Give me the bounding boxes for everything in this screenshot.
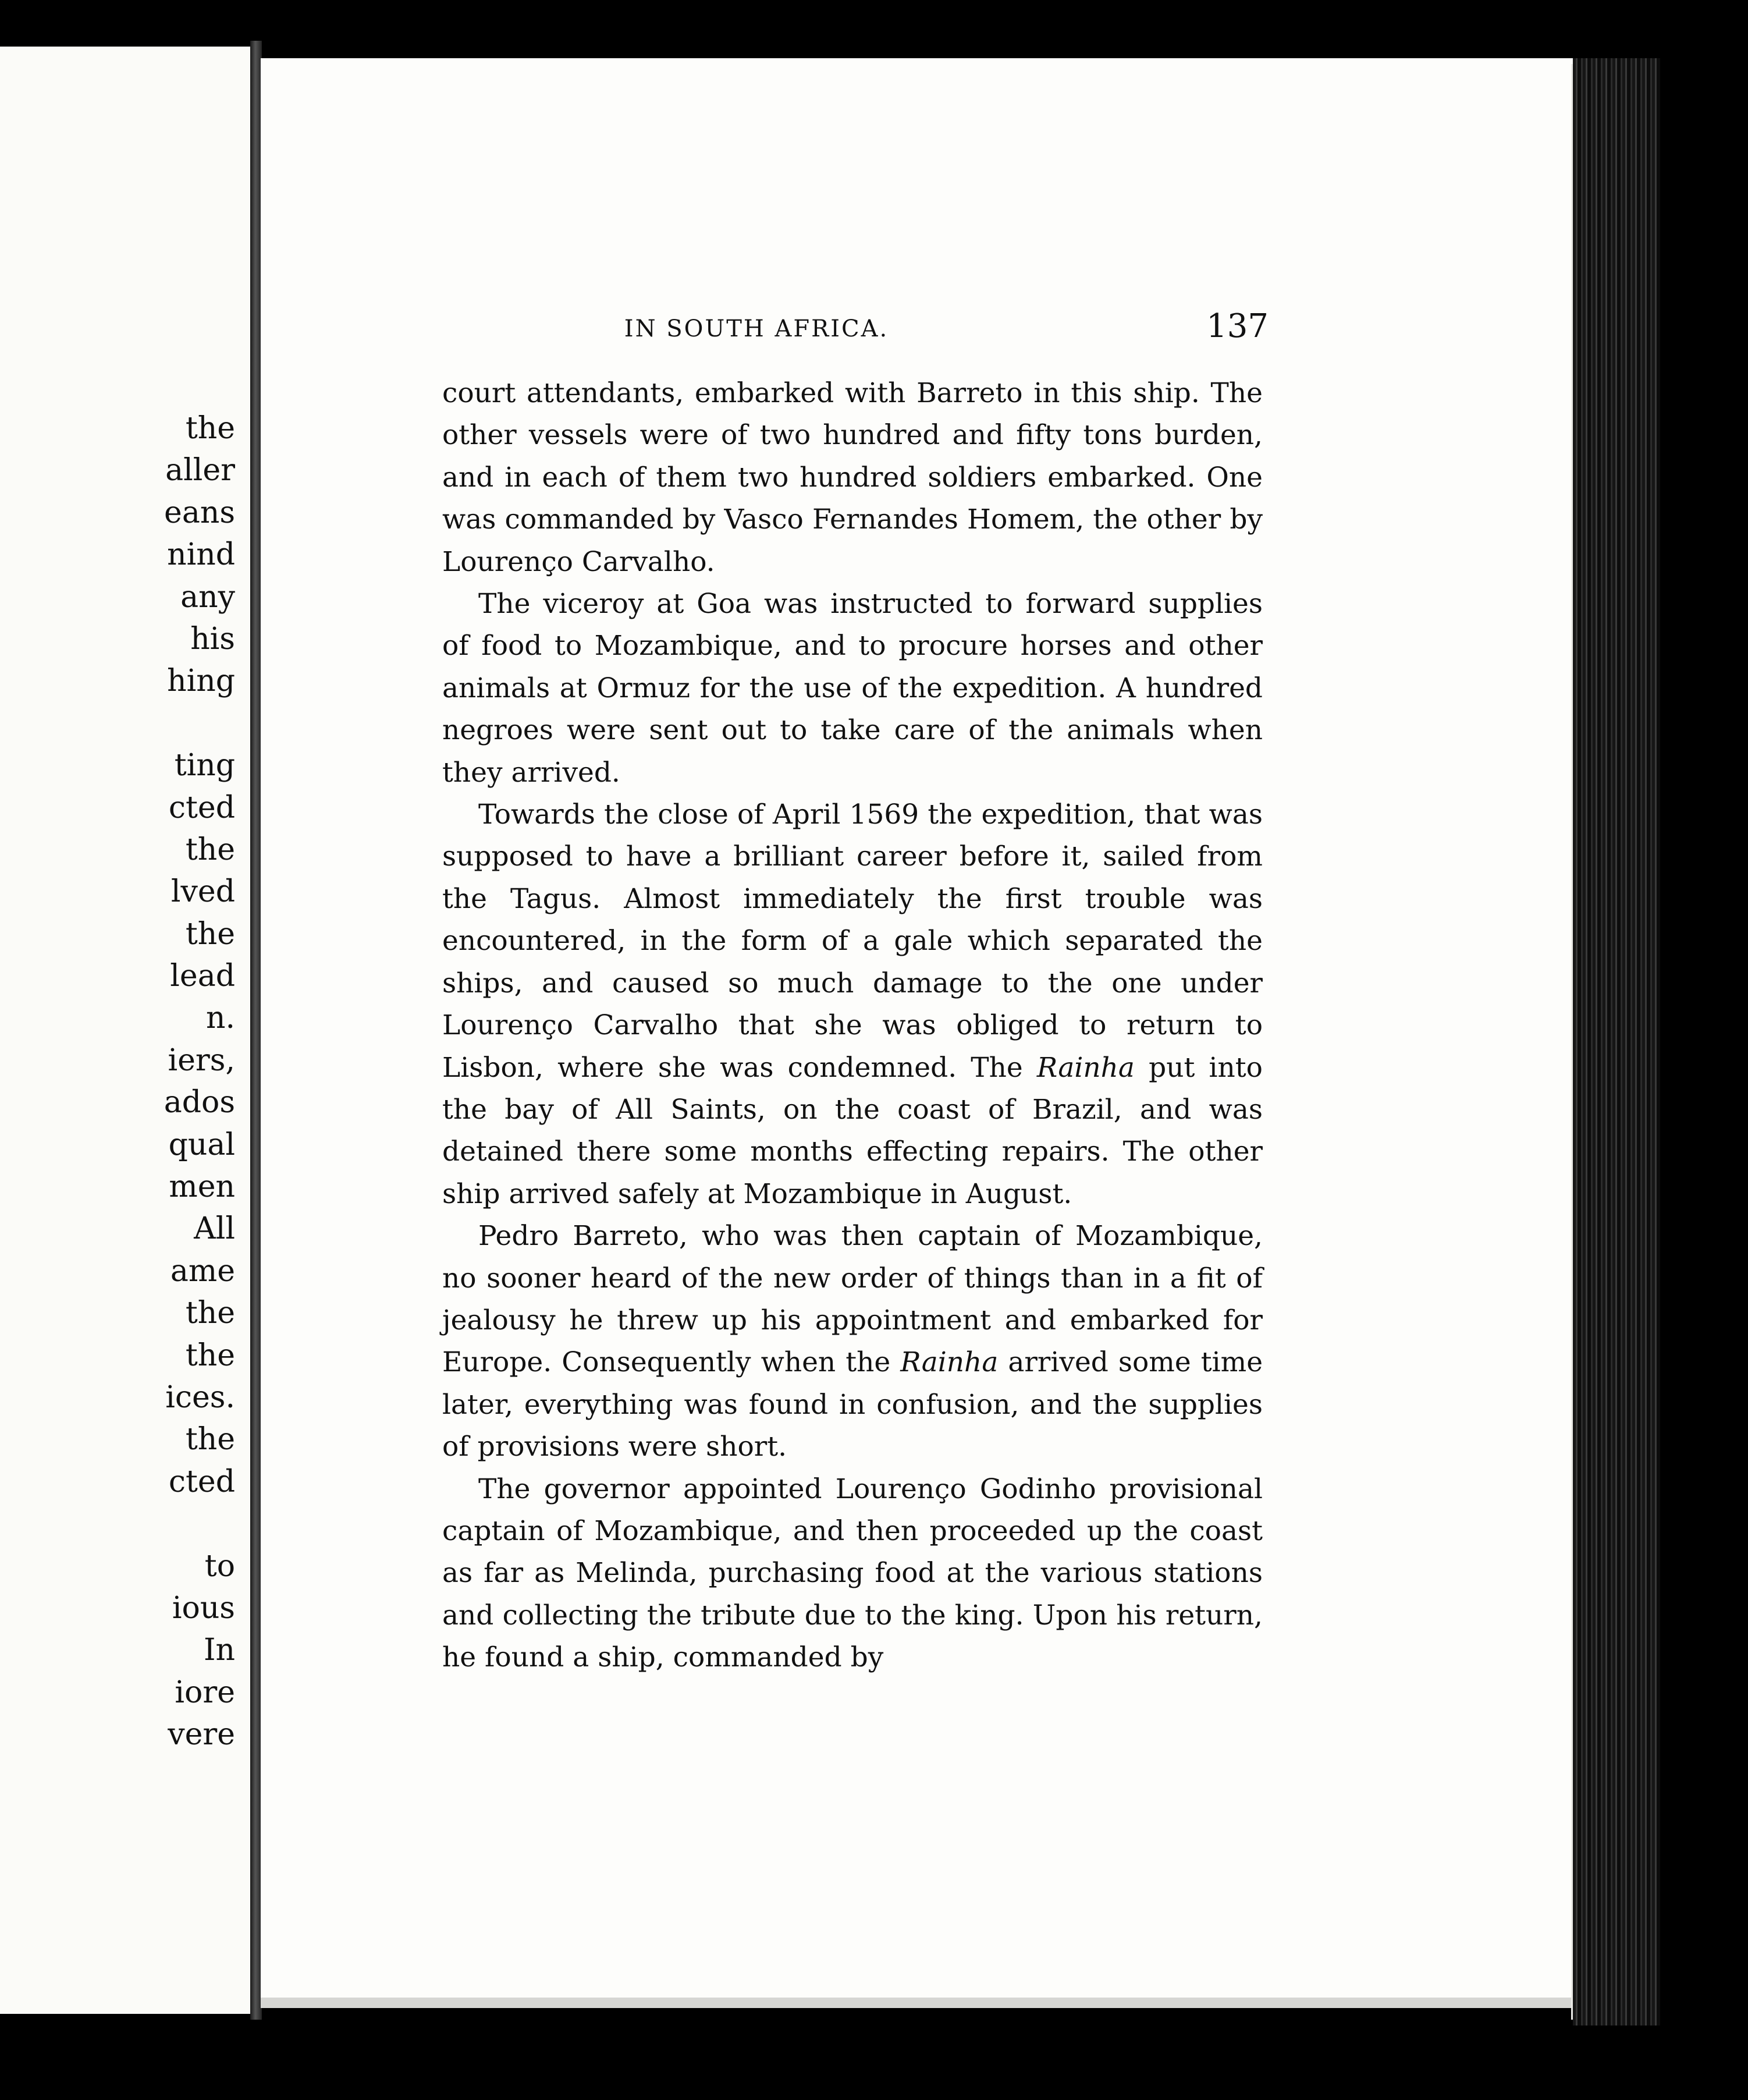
left-line-fragment: the bbox=[185, 1296, 235, 1331]
left-line-fragment: ame bbox=[170, 1253, 235, 1289]
left-line-fragment: lead bbox=[170, 959, 235, 994]
paragraph-text: court attendants, embarked with Barreto in this ship. The other vessels were of two hundred and fifty tons burden, and in each of them two hundred soldiers embarked. One was commanded by Vasco Fernandes Homem, the other by Lourenço Carvalho. bbox=[442, 377, 1263, 578]
page-number: 137 bbox=[1206, 307, 1269, 345]
left-line-fragment: cted bbox=[168, 1464, 235, 1499]
left-page-line-fragments bbox=[164, 407, 235, 1756]
paragraph bbox=[442, 373, 1263, 583]
paragraph-text: Towards the close of April 1569 the expedition, that was supposed to have a brilliant career before it, sailed from the Tagus. Almost immediately the first trouble was encountered, in the form of a gale which separated the ships, and caused so much damage to the one under Lourenço Carvalho that she was obliged to return to Lisbon, where she was condemned. The bbox=[442, 799, 1263, 1084]
left-line-fragment: any bbox=[180, 579, 235, 615]
left-line-fragment bbox=[164, 703, 235, 744]
left-line-fragment: the bbox=[185, 1422, 235, 1457]
left-line-fragment: the bbox=[185, 832, 235, 867]
paragraph-text: Pedro Barreto, who was then captain of Mozambique, no sooner heard of the new order of things than in a fit of jealousy he threw up his appointment and embarked for Europe. Consequently when the bbox=[442, 1220, 1263, 1379]
paragraph bbox=[442, 1215, 1263, 1468]
book-page-edges bbox=[1573, 58, 1660, 2025]
book-gutter bbox=[250, 41, 262, 2020]
left-line-fragment: his bbox=[190, 621, 235, 657]
left-line-fragment: ados bbox=[164, 1085, 235, 1120]
left-line-fragment: iore bbox=[175, 1675, 235, 1710]
left-line-fragment: cted bbox=[168, 790, 235, 825]
left-line-fragment: lved bbox=[170, 874, 235, 910]
paragraph-text: The governor appointed Lourenço Godinho provisional captain of Mozambique, and then proceeded up the coast as far as Melinda, purchasing food at the various stations and collecting the tribute due to the king. Upon his return, he found a ship, commanded by bbox=[442, 1473, 1263, 1674]
left-line-fragment: men bbox=[169, 1169, 235, 1205]
left-line-fragment: qual bbox=[168, 1127, 235, 1162]
left-line-fragment bbox=[164, 1503, 235, 1545]
left-facing-page bbox=[0, 47, 256, 2014]
paragraph-text: The viceroy at Goa was instructed to forward supplies of food to Mozambique, and to procure horses and other animals at Ormuz for the use of the expedition. A hundred negroes were sent out to take care of the animals when they arrived. bbox=[442, 588, 1263, 789]
left-line-fragment: In bbox=[203, 1633, 235, 1668]
paragraph bbox=[442, 794, 1263, 1215]
left-line-fragment: to bbox=[204, 1548, 235, 1584]
left-line-fragment: All bbox=[194, 1211, 235, 1247]
ship-name: Rainha bbox=[900, 1346, 999, 1379]
ship-name: Rainha bbox=[1036, 1051, 1135, 1084]
running-head bbox=[436, 307, 1269, 348]
left-line-fragment: iers, bbox=[168, 1042, 235, 1078]
left-line-fragment: ious bbox=[172, 1590, 235, 1626]
left-line-fragment: vere bbox=[168, 1717, 235, 1753]
left-line-fragment: the bbox=[185, 1338, 235, 1373]
left-line-fragment: nind bbox=[167, 537, 235, 573]
paragraph-text: put into the bay of All Saints, on the coast of Brazil, and was detained there some months effecting repairs. The other ship arrived safely at Mozambique in August. bbox=[442, 1051, 1263, 1210]
left-line-fragment: the bbox=[185, 916, 235, 952]
running-head-title: IN SOUTH AFRICA. bbox=[624, 315, 889, 342]
left-line-fragment: aller bbox=[165, 453, 235, 488]
left-line-fragment: ices. bbox=[165, 1379, 235, 1415]
paragraph-text: arrived some time later, everything was found in confusion, and the supplies of provisions were short. bbox=[442, 1346, 1263, 1463]
left-line-fragment: ting bbox=[174, 748, 235, 783]
left-line-fragment: n. bbox=[205, 1001, 235, 1036]
left-line-fragment: eans bbox=[164, 495, 235, 530]
paragraph bbox=[442, 583, 1263, 794]
left-line-fragment: hing bbox=[167, 664, 235, 699]
paragraph bbox=[442, 1468, 1263, 1679]
left-line-fragment: the bbox=[185, 411, 235, 446]
page-body bbox=[442, 373, 1263, 1679]
